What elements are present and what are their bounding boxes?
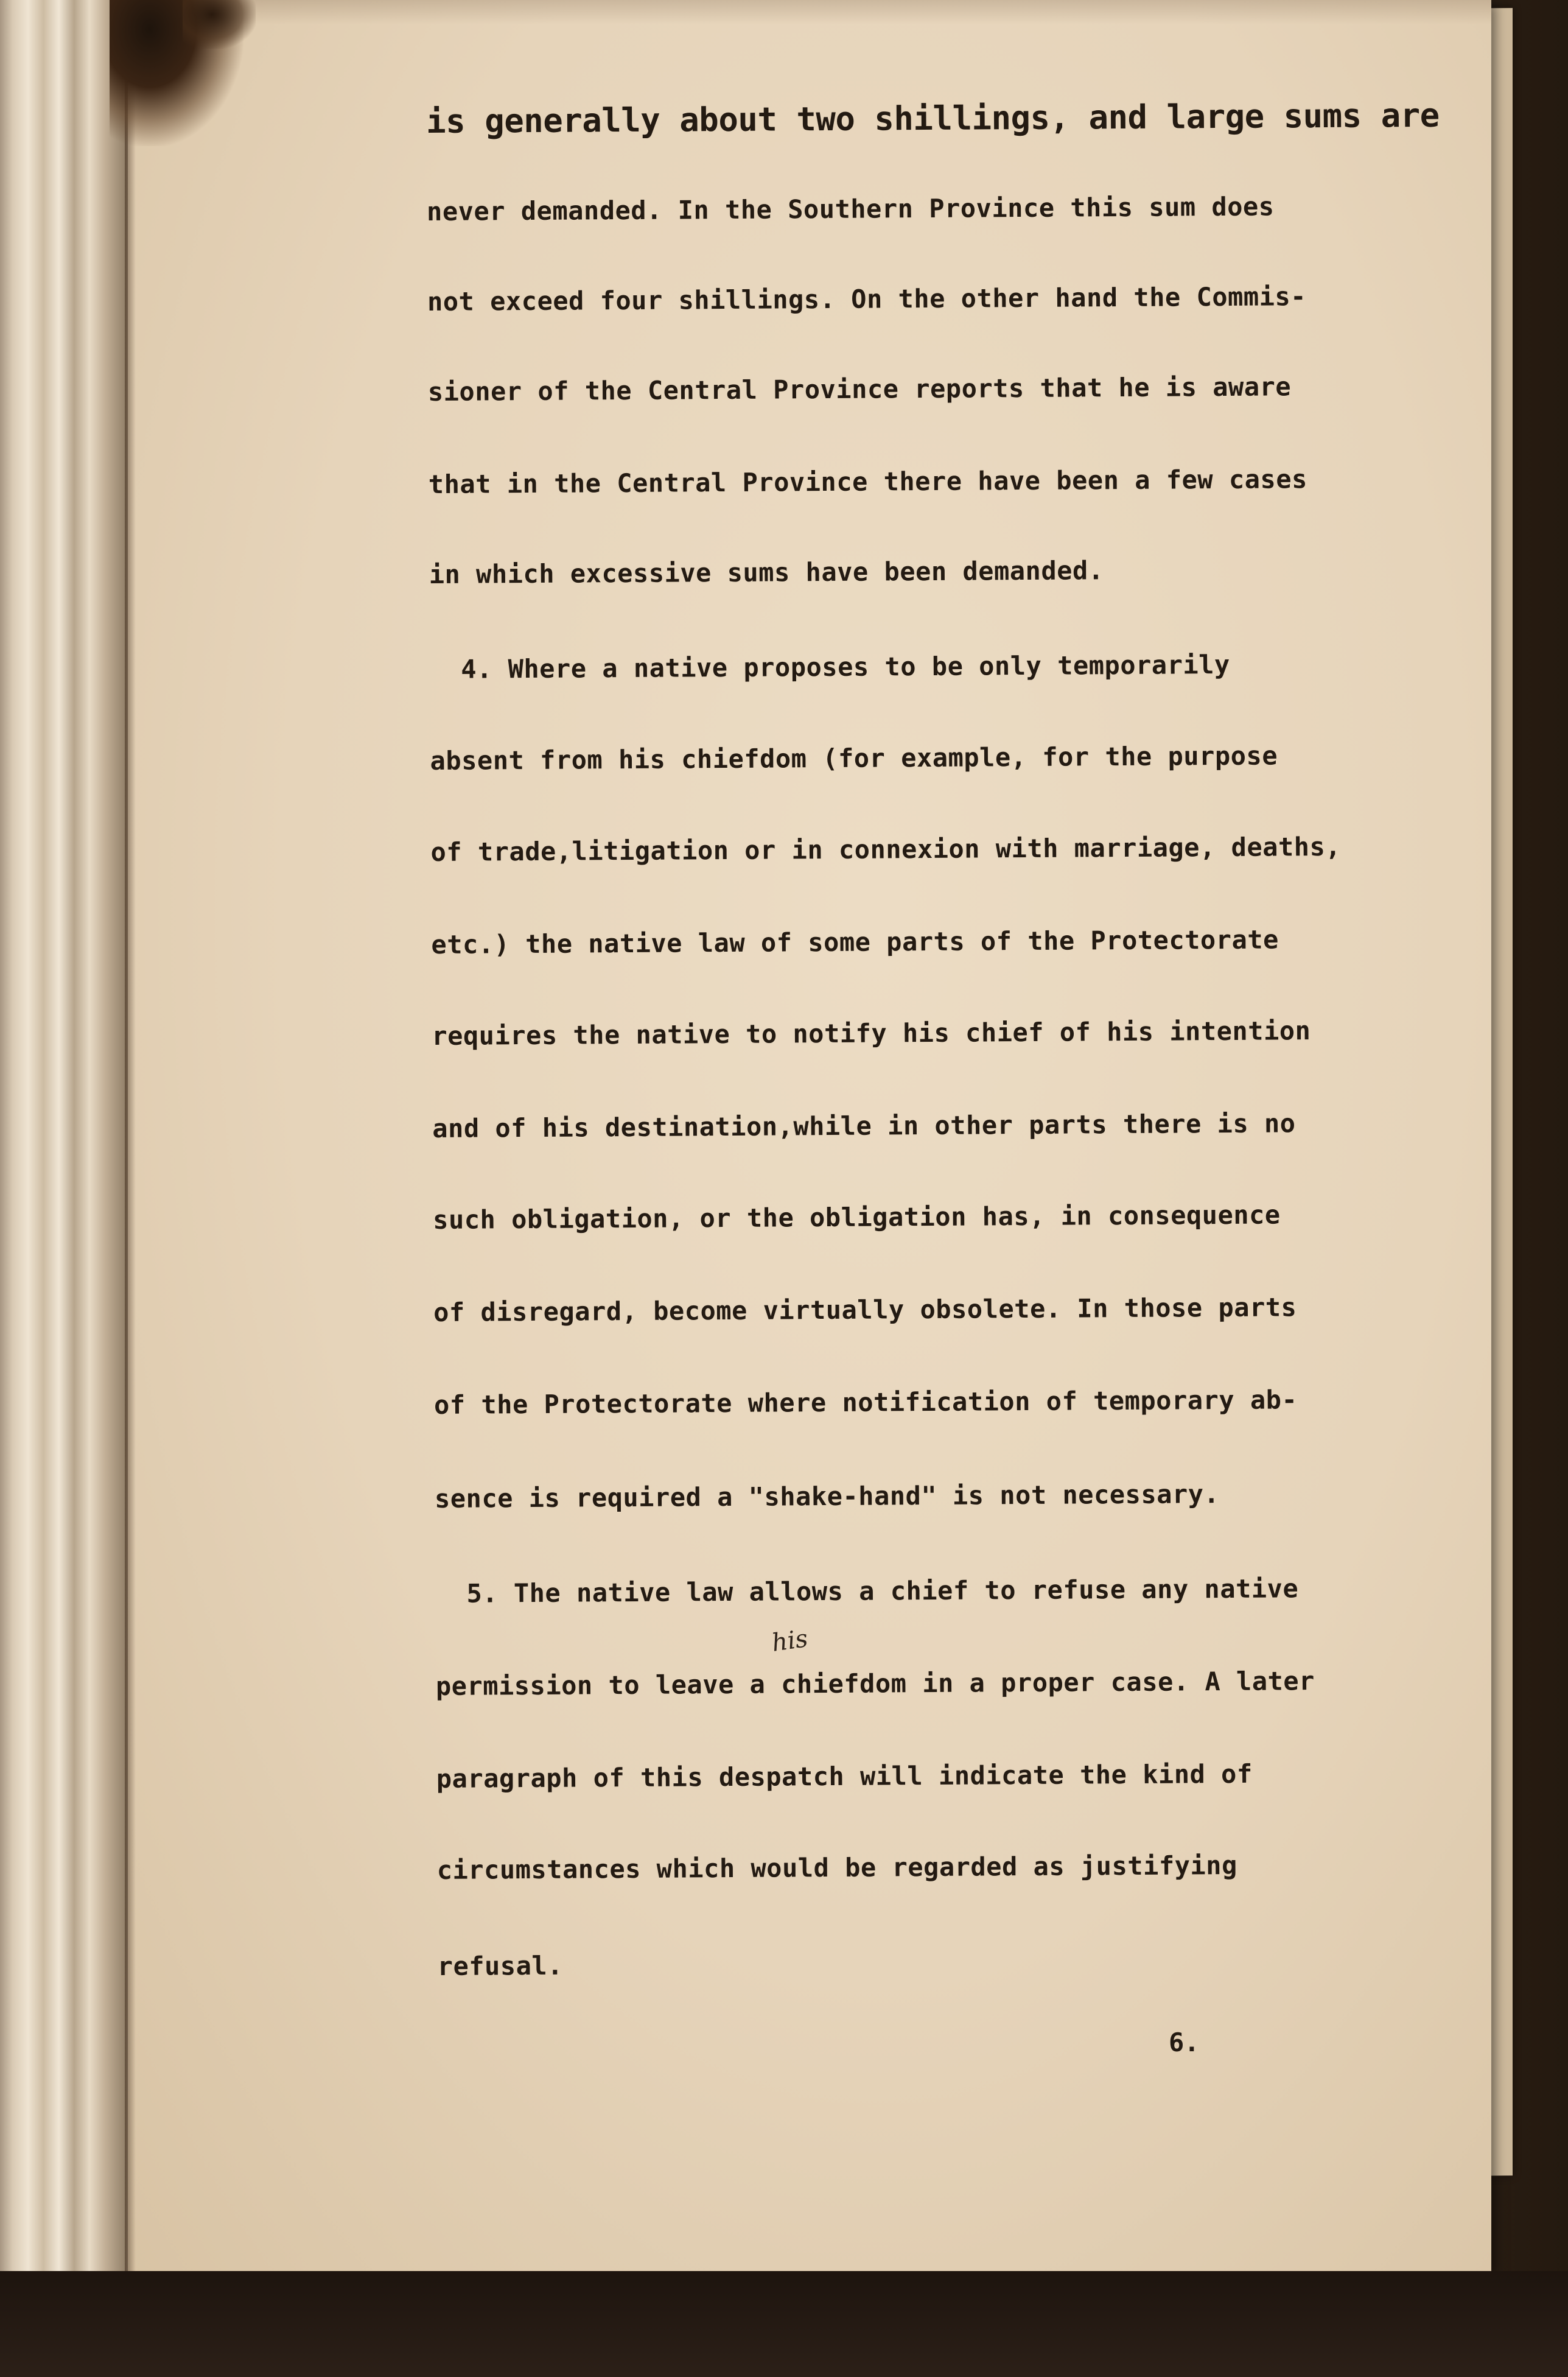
text-line: of disregard, become virtually obsolete. In those parts (433, 1292, 1297, 1327)
text-line: that in the Central Province there have been a few cases (428, 464, 1307, 499)
text-line: absent from his chiefdom (for example, for the purpose (430, 740, 1278, 776)
text-line: of trade,litigation or in connexion with marriage, deaths, (430, 831, 1342, 867)
bottom-background (0, 2271, 1568, 2377)
text-line: is generally about two shillings, and large sums are (425, 96, 1440, 141)
paragraph-5-start: 5. The native law allows a chief to refuse any native (435, 1573, 1299, 1609)
text-line: requires the native to notify his chief of his intention (432, 1016, 1311, 1051)
text-line: permission to leave a chiefdom in a proper case. A later (435, 1666, 1315, 1701)
text-line: sioner of the Central Province reports that he is aware (427, 371, 1292, 407)
text-line: in which excessive sums have been demanded. (429, 555, 1104, 589)
text-line: sence is required a "shake-hand" is not necessary. (434, 1479, 1220, 1514)
text-line: circumstances which would be regarded as justifying (436, 1850, 1237, 1885)
page-number: 6. (1169, 2028, 1200, 2057)
text-line: paragraph of this despatch will indicate the kind of (436, 1758, 1253, 1794)
text-line: etc.) the native law of some parts of the Protectorate (431, 924, 1279, 960)
burnt-corner-detail (183, 0, 256, 49)
text-line: refusal. (437, 1950, 564, 1981)
binding-shadow (125, 0, 136, 2377)
binding-strip (0, 0, 128, 2377)
paragraph-4-start: 4. Where a native proposes to be only temporarily (429, 649, 1230, 684)
page-top-edge (122, 0, 1491, 24)
text-line: such obligation, or the obligation has, in consequence (433, 1199, 1281, 1235)
text-line: of the Protectorate where notification of temporary ab- (433, 1385, 1298, 1420)
text-line: never demanded. In the Southern Province this sum does (426, 191, 1275, 226)
text-line: not exceed four shillings. On the other hand the Commis- (427, 281, 1307, 317)
handwritten-correction: his (770, 1624, 810, 1657)
text-line: and of his destination,while in other parts there is no (432, 1108, 1296, 1143)
